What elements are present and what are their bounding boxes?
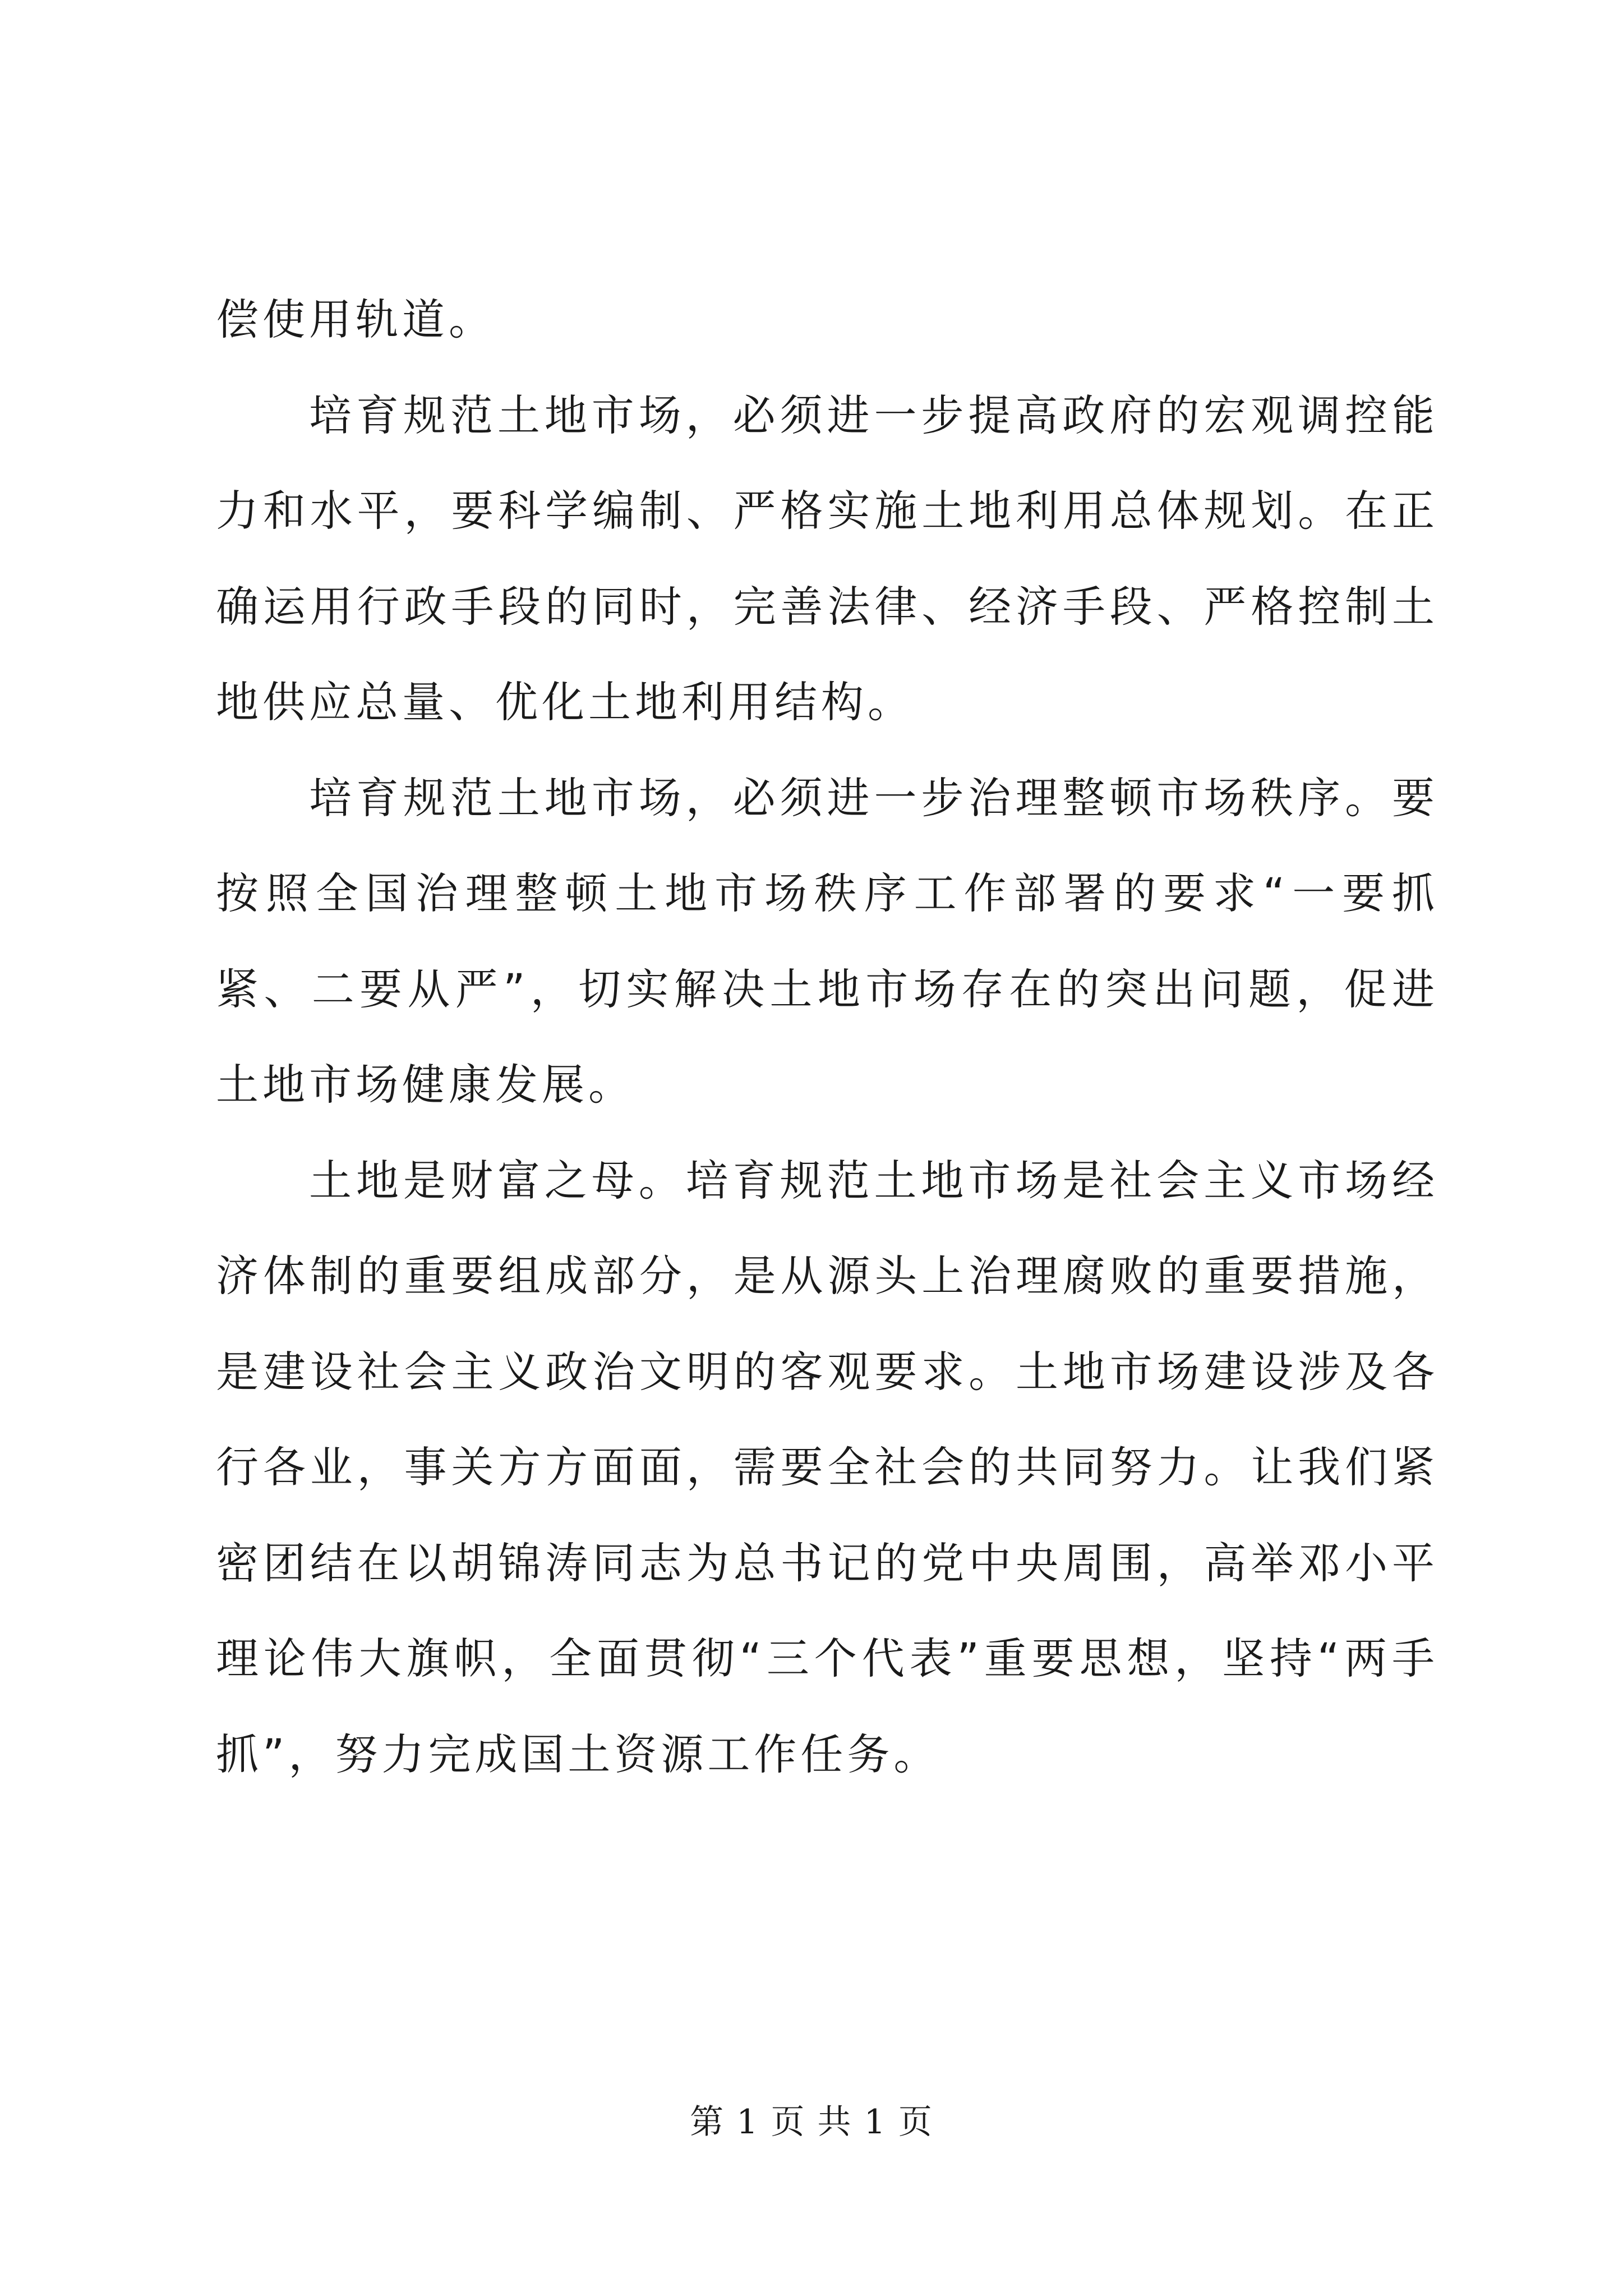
paragraph-continuation: 偿使用轨道。 bbox=[216, 295, 495, 344]
paragraph-market-order: 培育规范土地市场，必须进一步治理整顿市场秩序。要按照全国治理整顿土地市场秩序工作部署的要求“一要抓紧、二要从严”，切实解决土地市场存在的突出问题，促进土地市场健康发展。 bbox=[216, 772, 1438, 1110]
paragraph-macro-control: 培育规范土地市场，必须进一步提高政府的宏观调控能力和水平，要科学编制、严格实施土地利用总体规划。在正确运用行政手段的同时，完善法律、经济手段、严格控制土地供应总量、优化土地利用结构。 bbox=[216, 390, 1438, 727]
document-body bbox=[216, 272, 1438, 1802]
page-footer: 第 1 页 共 1 页 bbox=[690, 2102, 933, 2142]
paragraph-conclusion: 土地是财富之母。培育规范土地市场是社会主义市场经济体制的重要组成部分，是从源头上治理腐败的重要措施，是建设社会主义政治文明的客观要求。土地市场建设涉及各行各业，事关方方面面，需要全社会的共同努力。让我们紧密团结在以胡锦涛同志为总书记的党中央周围，高举邓小平理论伟大旗帜，全面贯彻“三个代表”重要思想，坚持“两手抓”，努力完成国土资源工作任务。 bbox=[216, 1155, 1438, 1779]
